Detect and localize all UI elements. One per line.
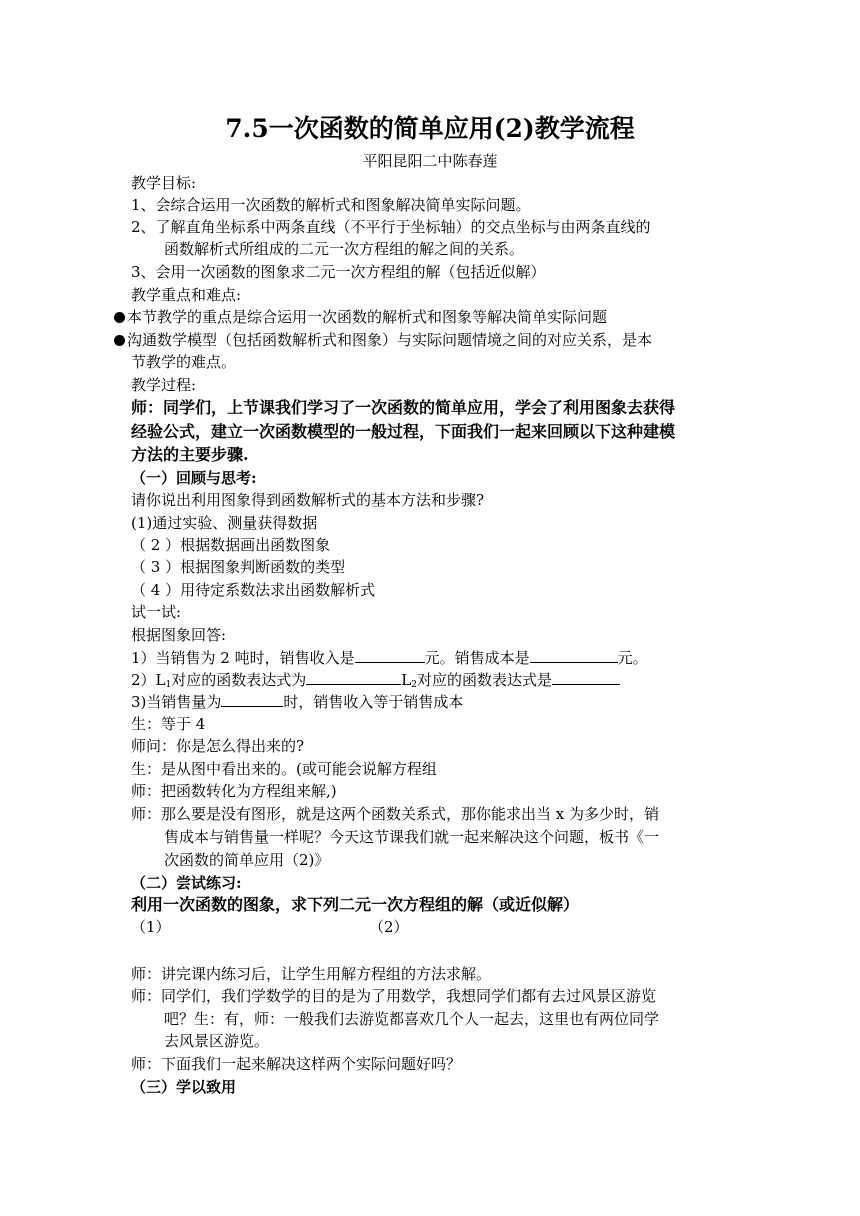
question-1-part-a: 1）当销售为 2 吨时，销售收入是 [131,649,355,667]
dialogue-5-line-1: 师：那么要是没有图形，就是这两个函数关系式，那你能求出当 x 为多少时，销 [131,805,659,823]
question-3 [131,690,463,713]
problem-1-label: （1） [131,918,171,936]
keypoint-2-line-2: 节教学的难点。 [131,353,237,371]
step-3: （ 3 ）根据图象判断函数的类型 [131,558,346,576]
answer-blank[interactable] [221,690,283,707]
dialogue-2: 师问：你是怎么得出来的? [131,737,305,755]
document-title: 7.5一次函数的简单应用(2)教学流程 [225,114,635,143]
step-4: （ 4 ）用待定系数法求出函数解析式 [131,581,376,599]
question-3-part-a: 3)当销售量为 [131,693,222,711]
question-2-part-a: 2）L [131,671,166,689]
dialogue-5-line-3: 次函数的简单应用（2)》 [164,851,330,869]
subscript: 1 [165,680,172,690]
subscript: 2 [411,680,417,690]
question-1-part-c: 元。 [617,649,648,667]
question-2-part-c: L [401,671,412,689]
section3-heading: （三）学以致用 [131,1078,237,1096]
dialogue-1: 生：等于 4 [131,715,206,733]
section1-question: 请你说出利用图象得到函数解析式的基本方法和步骤? [131,491,485,509]
try-label: 试一试: [131,603,182,621]
teacher-line-2c: 去风景区游览。 [164,1032,270,1050]
question-2-part-b: 对应的函数表达式为 [171,671,307,689]
keypoints-heading: 教学重点和难点: [131,286,242,304]
answer-label: 根据图象回答: [131,626,227,644]
teacher-line-1: 师：讲完课内练习后，让学生用解方程组的方法求解。 [131,965,492,983]
intro-line-1: 师：同学们，上节课我们学习了一次函数的简单应用，学会了利用图象去获得 [131,398,676,417]
process-heading: 教学过程: [131,376,197,394]
question-3-part-b: 时，销售收入等于销售成本 [283,693,464,711]
section2-task: 利用一次函数的图象，求下列二元一次方程组的解（或近似解） [131,895,580,914]
answer-blank[interactable] [530,646,618,663]
intro-line-3: 方法的主要步骤. [131,445,249,464]
dialogue-3: 生：是从图中看出来的。(或可能会说解方程组 [131,760,437,778]
goals-heading: 教学目标: [131,174,197,192]
teacher-line-3: 师：下面我们一起来解决这样两个实际问题好吗？ [131,1055,462,1073]
step-1: (1)通过实验、测量获得数据 [131,514,318,532]
goal-2-line-1: 2、了解直角坐标系中两条直线（不平行于坐标轴）的交点坐标与由两条直线的 [131,218,651,236]
keypoint-1: 本节教学的重点是综合运用一次函数的解析式和图象等解决简单实际问题 [127,308,608,326]
bullet-icon [114,312,125,323]
goal-2-line-2: 函数解析式所组成的二元一次方程组的解之间的关系。 [164,240,525,258]
problem-2-label: （2） [369,918,409,936]
question-1-part-b: 元。销售成本是 [424,649,530,667]
question-1 [131,646,648,669]
section1-heading: （一）回顾与思考: [131,469,257,487]
answer-blank[interactable] [355,646,425,663]
section2-heading: （二）尝试练习: [131,874,242,892]
author-line: 平阳昆阳二中陈春莲 [362,152,498,170]
answer-blank[interactable] [306,668,401,685]
question-2-part-d: 对应的函数表达式是 [416,671,552,689]
dialogue-4: 师：把函数转化为方程组来解,) [131,782,337,800]
teacher-line-2b: 吧？生：有，师：一般我们去游览都喜欢几个人一起去，这里也有两位同学 [164,1010,660,1028]
goal-3: 3、会用一次函数的图象求二元一次方程组的解（包括近似解） [131,263,546,281]
keypoint-2-line-1: 沟通数学模型（包括函数解析式和图象）与实际问题情境之间的对应关系，是本 [127,331,653,349]
step-2: （ 2 ）根据数据画出函数图象 [131,536,331,554]
goal-1: 1、会综合运用一次函数的解析式和图象解决简单实际问题。 [131,196,531,214]
dialogue-5-line-2: 售成本与销售量一样呢？今天这节课我们就一起来解决这个问题，板书《一 [164,828,660,846]
bullet-icon [114,335,125,346]
teacher-line-2a: 师：同学们，我们学数学的目的是为了用数学，我想同学们都有去过风景区游览 [131,987,657,1005]
answer-blank[interactable] [552,668,620,685]
intro-line-2: 经验公式，建立一次函数模型的一般过程，下面我们一起来回顾以下这种建模 [131,422,676,441]
